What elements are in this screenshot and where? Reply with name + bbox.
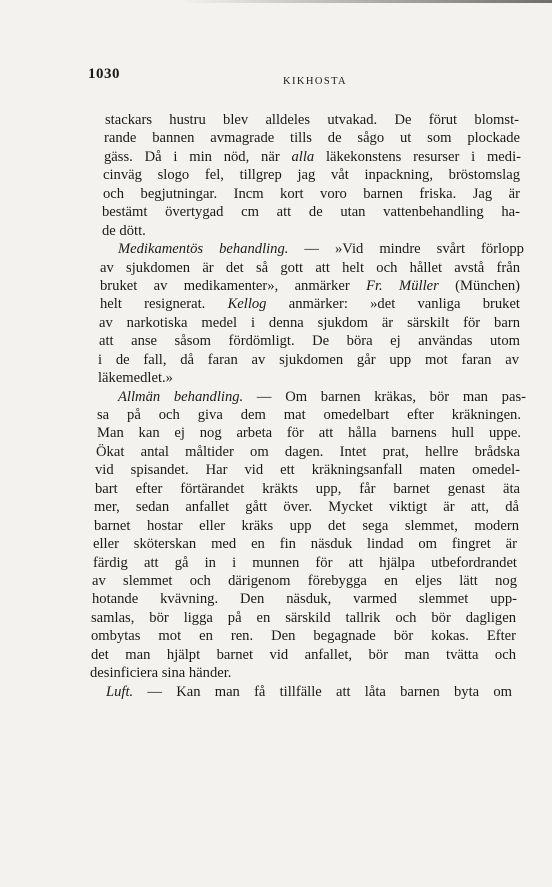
- body-text: [0, 111, 552, 701]
- page-top-edge: [180, 0, 552, 3]
- text-segment: cinväg slogo fel, tillgrep jag våt inpackning, bröstomslag: [103, 167, 520, 184]
- text-line: [96, 443, 520, 461]
- italic-text: Fr. Müller: [366, 277, 439, 294]
- text-line: [99, 332, 520, 350]
- italic-text: alla: [291, 148, 315, 165]
- text-segment: gäss. Då i min nöd, när: [104, 148, 292, 165]
- running-title: KIKHOSTA: [283, 76, 348, 87]
- text-segment: samlas, bör ligga på en särskild tallrik och bör dagligen: [91, 609, 516, 626]
- text-line: [95, 461, 520, 479]
- text-segment: sa på och giva dem mat omedelbart efter kräkningen.: [97, 407, 521, 423]
- text-segment: Man kan ej nog arbeta för att hålla barnens hull uppe.: [97, 425, 521, 442]
- text-line: [100, 259, 520, 277]
- text-line: [103, 185, 520, 203]
- text-segment: läkekonstens resurser i medi-: [314, 148, 521, 165]
- text-line: [94, 498, 519, 516]
- text-line: [98, 369, 552, 387]
- text-line: [100, 295, 520, 313]
- text-segment: (München): [438, 277, 520, 294]
- text-segment: mer, sedan anfallet gått över. Mycket viktigt är att, då: [94, 499, 519, 516]
- text-line: [104, 148, 521, 166]
- italic-text: Allmän behandling.: [118, 388, 244, 405]
- text-segment: hotande kvävning. Den näsduk, varmed slemmet upp-: [92, 591, 517, 608]
- text-line: [102, 222, 552, 240]
- text-segment: det man hjälpt barnet vid anfallet, bör man tvätta och: [91, 646, 516, 663]
- text-segment: bart efter förtärandet kräkts upp, får barnet genast äta: [95, 480, 520, 497]
- text-segment: vid spisandet. Har vid ett kräkningsanfall maten omedel-: [95, 462, 520, 479]
- text-line: [102, 203, 520, 221]
- text-line: [92, 590, 517, 608]
- text-line: [98, 351, 519, 369]
- text-line: [97, 406, 521, 424]
- text-segment: i de fall, då faran av sjukdomen går upp mot faran av: [98, 351, 519, 368]
- text-line: [104, 129, 520, 147]
- text-line: [92, 572, 517, 590]
- italic-text: Kellog: [227, 296, 267, 313]
- text-segment: och begjutningar. Incm kort voro barnen friska. Jag är: [103, 185, 520, 202]
- text-segment: färdig att gå in i munnen för att hjälpa utbefordrandet: [93, 554, 517, 571]
- italic-text: Luft.: [106, 683, 134, 700]
- text-segment: desinficiera sina händer.: [90, 665, 232, 682]
- text-segment: rande bannen avmagrade tills de sågo ut som plockade: [104, 130, 520, 147]
- text-segment: Ökat antal måltider om dagen. Intet prat, hellre brådska: [96, 443, 520, 460]
- text-segment: bruket av medikamenter», anmärker: [100, 277, 367, 294]
- page-number: 1030: [88, 66, 120, 82]
- text-segment: ombytas mot en ren. Den begagnade bör kokas. Efter: [91, 628, 516, 645]
- text-line: [94, 517, 519, 535]
- text-line: [93, 554, 517, 572]
- text-segment: eller sköterskan med en fin näsduk lindad om fingret är: [93, 536, 517, 553]
- text-segment: de dött.: [102, 222, 146, 239]
- text-segment: av slemmet och därigenom förebygga en eljes lätt nog: [92, 572, 517, 589]
- text-segment: — Om barnen kräkas, bör man pas-: [243, 388, 526, 405]
- text-line: [90, 664, 552, 682]
- text-line: [100, 277, 520, 295]
- text-line: [106, 683, 512, 701]
- text-line: [99, 314, 520, 332]
- text-line: [118, 240, 524, 258]
- text-line: [91, 609, 516, 627]
- italic-text: Medikamentös behandling.: [118, 241, 289, 258]
- text-segment: att anse såsom fördömligt. De böra ej användas utom: [99, 333, 520, 350]
- text-segment: — »Vid mindre svårt förlopp: [288, 241, 524, 258]
- text-segment: stackars hustru blev alldeles utvakad. De förut blomst-: [105, 112, 519, 128]
- page-header: [88, 66, 513, 88]
- text-segment: — Kan man få tillfälle att låta barnen byta om: [133, 683, 512, 700]
- text-segment: läkemedlet.»: [98, 370, 173, 387]
- text-line: [118, 388, 526, 406]
- text-segment: av sjukdomen är det så gott att helt och hållet avstå från: [100, 259, 520, 276]
- text-line: [103, 166, 520, 184]
- text-segment: av narkotiska medel i denna sjukdom är särskilt för barn: [99, 314, 520, 331]
- text-segment: helt resignerat.: [100, 296, 228, 313]
- text-line: [97, 424, 521, 442]
- text-line: [95, 480, 520, 498]
- text-line: [93, 535, 517, 553]
- text-line: [105, 111, 519, 129]
- text-segment: bestämt övertygad cm att de utan vattenbehandling ha-: [102, 204, 520, 221]
- text-line: [91, 646, 516, 664]
- text-segment: barnet hostar eller kräks upp det sega slemmet, modern: [94, 517, 519, 534]
- text-segment: anmärker: »det vanliga bruket: [266, 296, 520, 313]
- text-line: [91, 627, 516, 645]
